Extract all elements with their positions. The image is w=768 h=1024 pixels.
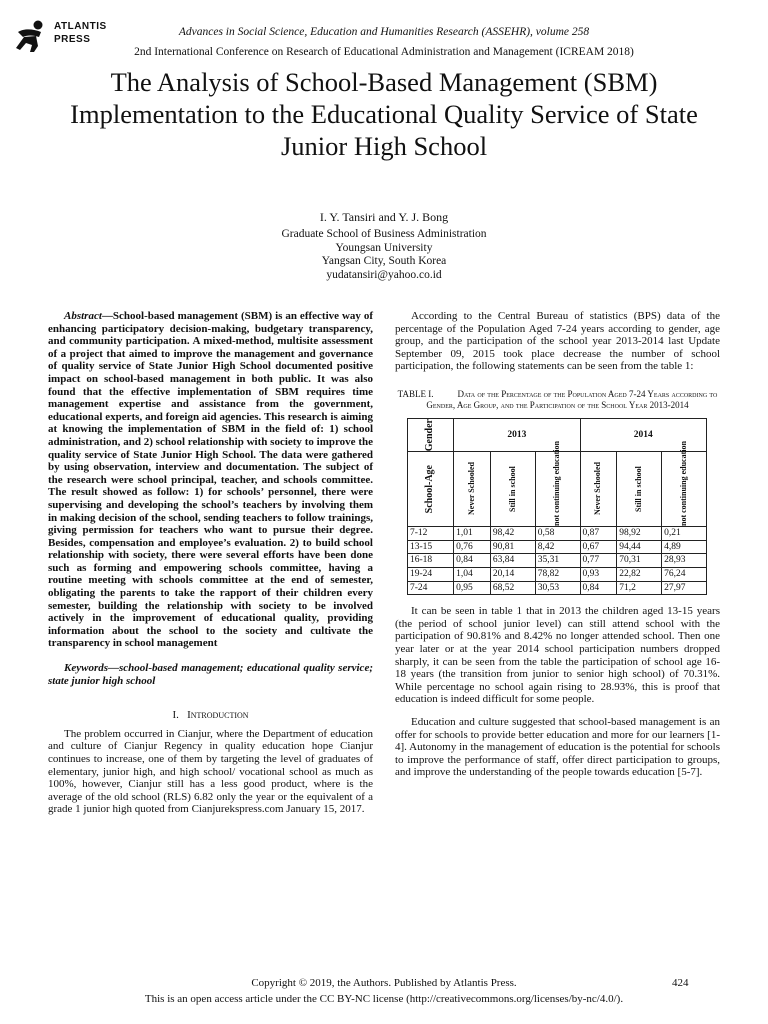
abstract-label: Abstract: [64, 310, 102, 322]
column-header-text: Never Schooled: [466, 462, 476, 516]
table-row: [408, 527, 707, 541]
table-row: [408, 554, 707, 568]
bps-paragraph: According to the Central Bureau of statistics (BPS) data of the percentage of the Population Aged 7-24 years according to gender, age group, and the participation of the school year 2013-2014 last Update September 09, 2015 took place decrease the number of school participation, the following statements can be seen from the table 1:: [395, 310, 720, 373]
conference-header: 2nd International Conference on Research of Educational Administration and Management (ICREAM 2018): [134, 46, 634, 58]
column-header: [454, 452, 491, 527]
table-cell: 7-24: [408, 581, 454, 595]
table-label: TABLE I.: [397, 388, 434, 399]
paper-title: The Analysis of School-Based Management (SBM) Implementation to the Educational Quality Service of State Junior High School: [70, 67, 698, 161]
copyright-line: Copyright © 2019, the Authors. Published by Atlantis Press.: [251, 977, 517, 989]
section-title: Introduction: [187, 709, 249, 722]
column-header: [535, 441, 580, 527]
table-cell: 78,82: [535, 567, 580, 581]
table-cell: 1,01: [454, 527, 491, 541]
year-header: 2014: [580, 418, 706, 451]
table-cell: 20,14: [490, 567, 535, 581]
table-cell: 13-15: [408, 540, 454, 554]
affiliation-email: yudatansiri@yahoo.co.id: [326, 268, 442, 281]
table-cell: 71,2: [617, 581, 662, 595]
publisher-name-line1: ATLANTIS: [54, 21, 107, 32]
license-line: This is an open access article under the CC BY-NC license (http://creativecommons.org/licenses/by-nc/4.0/).: [144, 993, 624, 1005]
column-header: [490, 452, 535, 527]
column-header-text: Never Schooled: [593, 462, 603, 516]
page-number: 424: [672, 977, 689, 989]
affiliation-dept: Graduate School of Business Administration: [281, 228, 487, 240]
sbm-paragraph: Education and culture suggested that school-based management is an offer for schools to provide better education and more for our learners [1-4]. Autonomy in the management of education is the potential for schools to improve the performance of staff, offer direct participation to groups, and improve the understanding of the people towards education [5-7].: [395, 715, 720, 779]
table-cell: 0,87: [580, 527, 617, 541]
table-cell: 63,84: [490, 554, 535, 568]
table-cell: 19-24: [408, 567, 454, 581]
table-cell: 16-18: [408, 554, 454, 568]
column-header: [580, 452, 617, 527]
authors: I. Y. Tansiri and Y. J. Bong: [319, 210, 449, 224]
table-cell: 76,24: [662, 567, 707, 581]
table-cell: 22,82: [617, 567, 662, 581]
affiliation-city: Yangsan City, South Korea: [321, 255, 447, 267]
right-column: [395, 310, 720, 789]
journal-header: Advances in Social Science, Education and Humanities Research (ASSEHR), volume 258: [178, 26, 590, 38]
table-cell: 0,76: [454, 540, 491, 554]
table-caption: [395, 389, 720, 411]
table-cell: 90,81: [490, 540, 535, 554]
left-column: [48, 310, 373, 826]
participation-table: [407, 418, 707, 595]
table-cell: 0,58: [535, 527, 580, 541]
abstract: [48, 310, 373, 650]
table-cell: 0,21: [662, 527, 707, 541]
table-row: [408, 567, 707, 581]
table-caption-text: Data of the Percentage of the Population Aged 7-24 Years according to Gender, Age Group, and the Participation of the School Year 2013-2014: [426, 388, 718, 410]
table-cell: 0,95: [454, 581, 491, 595]
intro-paragraph: The problem occurred in Cianjur, where the Department of education and culture of Cianjur Regency in quality education hope Cianjur continues to increase, one of them by targeting the level of graduates of elementary, junior high, and high school/ vocational school as much as 100%, however, Cianjur still has a less good product, where is the average of the old school (RLS) 6.82 only the year or the equivalent of a grade 1 junior high quoted from Cianjurekspress.com January 15, 2017.: [48, 727, 373, 816]
column-header-text: Still in school: [633, 466, 643, 513]
column-header-text: Still in school: [507, 466, 517, 513]
keywords: Keywords—school-based management; educational quality service; state junior high school: [48, 662, 373, 687]
table-cell: 0,93: [580, 567, 617, 581]
table-cell: 98,42: [490, 527, 535, 541]
table-cell: 28,93: [662, 554, 707, 568]
column-header-text: not continuing education: [678, 441, 688, 527]
table-row: [408, 540, 707, 554]
affiliation: [0, 228, 768, 282]
table-cell: 98,92: [617, 527, 662, 541]
table-cell: 94,44: [617, 540, 662, 554]
gender-header: [408, 418, 454, 451]
column-header: [617, 452, 662, 527]
column-header-text: not continuing education: [552, 441, 562, 527]
analysis-paragraph: It can be seen in table 1 that in 2013 the children aged 13-15 years (the period of school junior level) can still attend school with the participation of 90.81% and 8.42% no longer attended school. Then one year later or at the year 2014 school participation numbers dropped sharply, it can be seen from the table the participation of school age 16-18 years (the transition from junior to senior high school) of 70.31%. While percentage no school again rising to 28.93%, this is proof that education is indeed difficult for some people.: [395, 605, 720, 706]
table-cell: 4,89: [662, 540, 707, 554]
age-label: School-Age: [424, 465, 436, 514]
section-heading: [48, 709, 373, 722]
column-header: [662, 441, 707, 527]
table-row: [408, 581, 707, 595]
abstract-text: —School-based management (SBM) is an effective way of enhancing participatory decision-making, budgetary transparency, and community participation. A mixed-method, multisite assessment of a project that aimed to improve the management and governance of quality service of State Junior High School documented positive impact on school-based management in both public. It was also found that the effective implementation of SBM requires time management expertise and assistance from the government, educational experts, and foreign aid agencies. This research is aiming at knowing the implementation of SBM in the field of: 1) school administration, and 2) school relationship with society to improve the quality service of State Junior High School. The data were gathered by using observation, interview and documentation. The subject of the research were school principal, teacher, and schools committee. The result showed as follow: 1) for schools’ personnel, there were supervising and developing the school’s teachers by involving them in making decision of the school, sending teachers to follow trainings, giving permission for teachers who want to pursue their degree. Besides, compensation and employee’s evaluation. 2) to build school relationship with society, there were several efforts have been done such as forming and empowering schools committee, having a routine meeting with schools committee at the end of semester, obligating the parents to take the rapport of their children every semester, building the relationship with society to be involved actively in the improvement of educational quality, providing information about the school to the society and cultivate the transparency in school management: [48, 310, 373, 650]
gender-label: Gender: [424, 418, 436, 452]
age-header: [408, 452, 454, 527]
affiliation-univ: Youngsan University: [335, 241, 433, 254]
table-subheader-row: [408, 452, 707, 527]
table-cell: 0,77: [580, 554, 617, 568]
publisher-name-line2: PRESS: [54, 34, 91, 45]
section-number: I.: [172, 709, 179, 722]
table-cell: 70,31: [617, 554, 662, 568]
table-cell: 0,84: [454, 554, 491, 568]
table-cell: 8,42: [535, 540, 580, 554]
year-header: 2013: [454, 418, 580, 451]
table-cell: 7-12: [408, 527, 454, 541]
table-cell: 0,84: [580, 581, 617, 595]
table-cell: 30,53: [535, 581, 580, 595]
table-cell: 35,31: [535, 554, 580, 568]
table-cell: 0,67: [580, 540, 617, 554]
table-cell: 68,52: [490, 581, 535, 595]
table-cell: 27,97: [662, 581, 707, 595]
table-cell: 1,04: [454, 567, 491, 581]
